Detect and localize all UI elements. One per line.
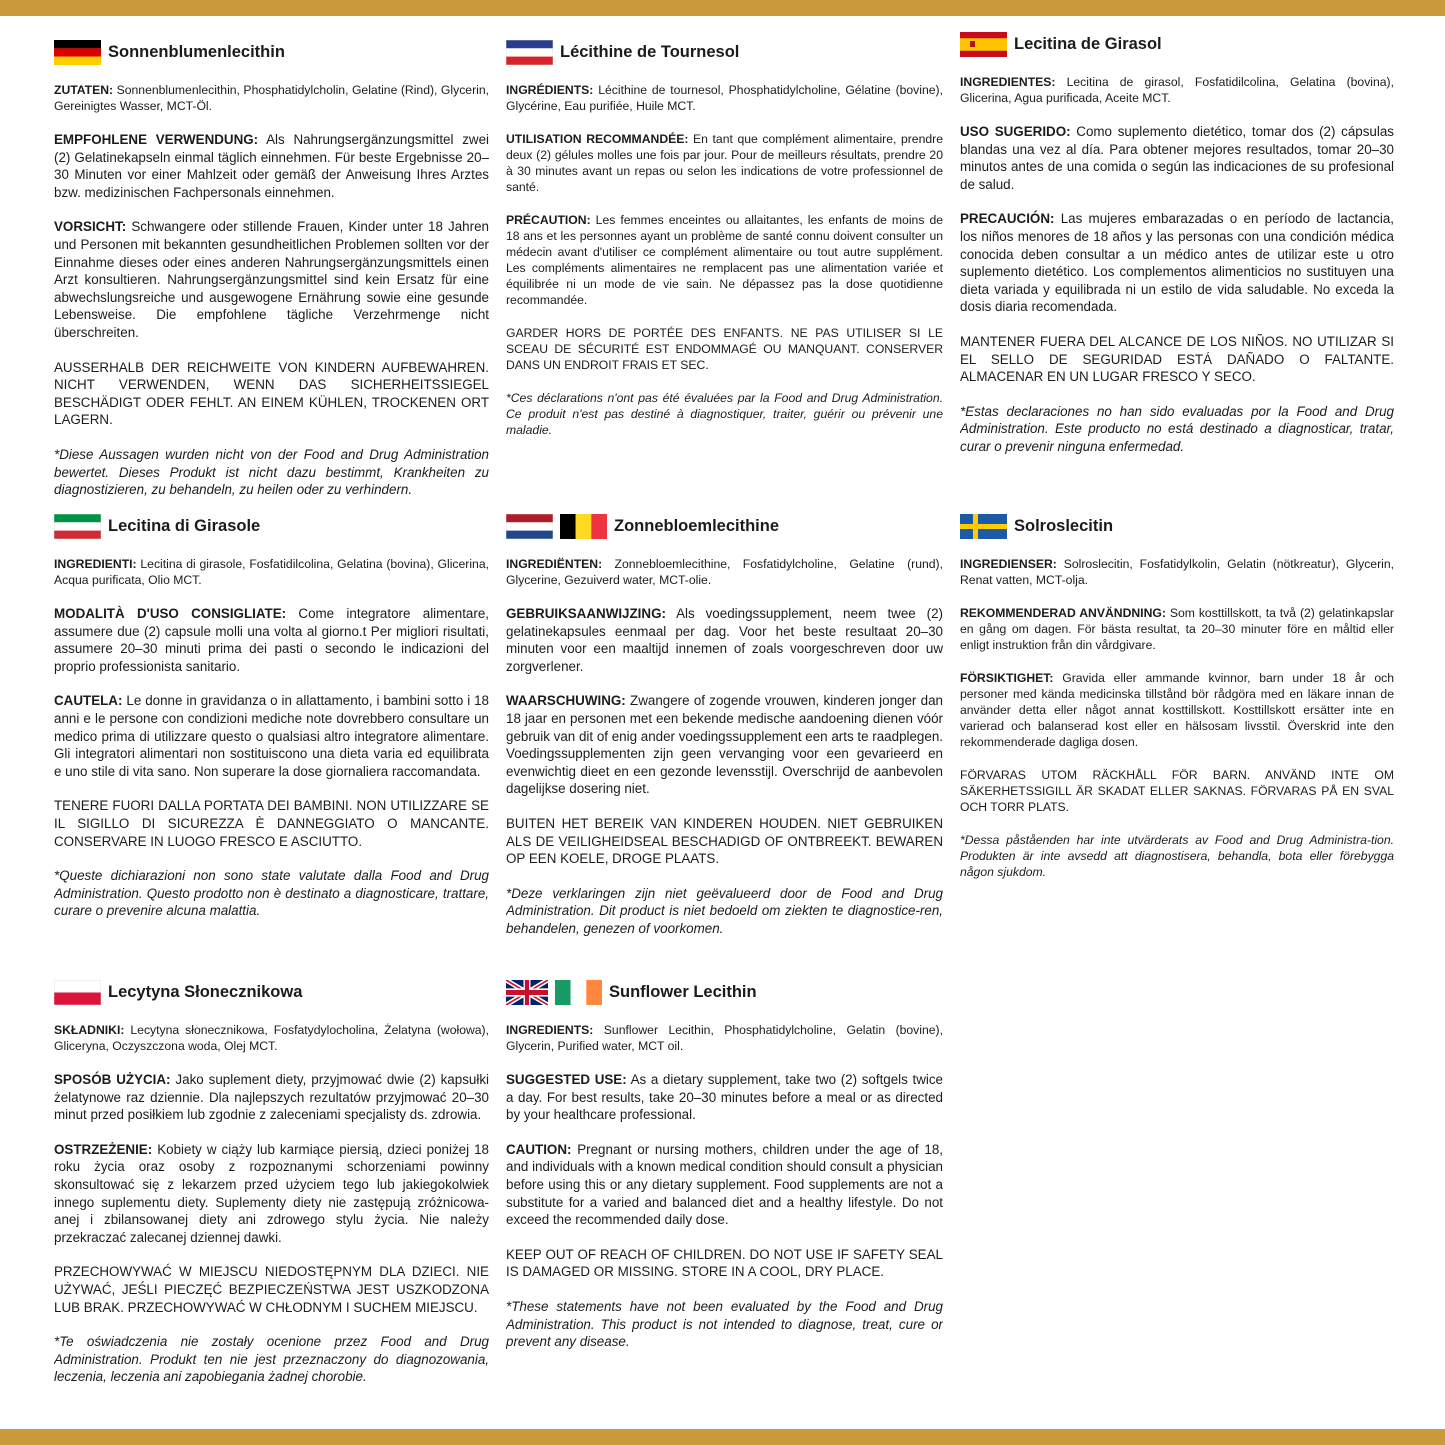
caution-value: Le donne in gravidanza o in allattamento, i bambini sotto i 18 anni e le persone con condizioni mediche note dovrebbero consultare un medico prima di utilizzare questo o qualsiasi altro integratore alimentare. Gli integratori alimentari non sostituiscono una dieta varia ed equilibrata e uno stile di vita sano. Non superare la dose giornaliera raccomandata. — [54, 693, 489, 779]
ingredients-text — [960, 74, 1394, 106]
ingredients-label: INGREDIENTI: — [54, 557, 137, 571]
disclaimer-text: *Queste dichiarazioni non sono state valutate dalla Food and Drug Administration. Questo prodotto non è destinato a diagnosticare, trattare, curare o prevenire alcuna malattia. — [54, 868, 489, 919]
section-swedish — [960, 510, 1394, 976]
ingredients-label: SKŁADNIKI: — [54, 1023, 125, 1037]
use-value: En tant que complément alimentaire, prendre deux (2) gélules molles une fois par jour. Pour de meilleurs résultats, prendre 20 à 30 minutes avant un repas ou selon les indications de votre professionnel de santé. — [506, 132, 943, 194]
ingredients-value: Solroslecitin, Fosfatidylkolin, Gelatin (nötkreatur), Glycerin, Renat vatten, MCT-olja. — [960, 557, 1394, 587]
bottom-gold-bar — [0, 1429, 1445, 1445]
disclaimer-text: *Deze verklaringen zijn niet geëvalueerd door de Food and Drug Administration. Dit product is niet bedoeld om ziekten te diagnostice-ren, behandelen, genezen of voorkomen. — [506, 885, 943, 936]
section-dutch — [506, 510, 943, 976]
section-title: Lécithine de Tournesol — [560, 42, 740, 61]
section-header — [54, 510, 489, 542]
ingredients-value: Lecytyna słonecznikowa, Fosfatydylocholina, Żelatyna (wołowa), Gliceryna, Oczyszczona woda, Olej MCT. — [54, 1023, 489, 1053]
caution-label: OSTRZEŻENIE: — [54, 1141, 153, 1157]
section-title: Lecitina di Girasole — [108, 516, 261, 535]
section-header — [506, 36, 943, 68]
use-label: SUGGESTED USE: — [506, 1072, 627, 1087]
ingredients-value: Lecitina de girasol, Fosfatidilcolina, Gelatina (bovina), Glicerina, Agua purificada, Aceite MCT. — [960, 75, 1394, 105]
section-header — [54, 976, 489, 1008]
ingredients-label: INGREDIENSER: — [960, 557, 1057, 571]
ingredients-text — [506, 1022, 943, 1054]
caution-text — [506, 692, 943, 798]
spain-flag-icon — [960, 32, 1007, 57]
disclaimer-text: *Te oświadczenia nie zostały ocenione przez Food and Drug Administration. Produkt ten nie jest przeznaczony do diagnozowania, leczenia, leczenia ani zapobiegania żadnej chorobie. — [54, 1334, 489, 1385]
section-header — [54, 36, 489, 68]
storage-text: AUSSERHALB DER REICHWEITE VON KINDERN AUFBEWAHREN. NICHT VERWENDEN, WENN DAS SICHERHEITSSIEGEL BESCHÄDIGT ODER FEHLT. AN EINEM KÜHLEN, TROCKENEN ORT LAGERN. — [54, 359, 489, 428]
caution-label: CAUTELA: — [54, 693, 123, 709]
section-title: Solroslecitin — [1014, 516, 1114, 535]
section-title: Zonnebloemlecithine — [614, 516, 780, 535]
use-text — [54, 131, 489, 201]
section-title: Sunflower Lecithin — [609, 982, 757, 1001]
use-text — [960, 605, 1394, 653]
caution-value: Las mujeres embarazadas o en período de lactancia, los niños menores de 18 años y las personas con una condición médica conocida deben consultar a un médico antes de utilizar este u otro suplemento dietético. Los complementos alimenticios no sustituyen una dieta variada y equilibrada ni un estilo de vida saludable. No exceda la dosis diaria recomendada. — [960, 211, 1394, 315]
ingredients-label: INGRÉDIENTS: — [506, 83, 594, 97]
ingredients-value: Lecitina di girasole, Fosfatidilcolina, Gelatina (bovina), Glicerina, Acqua purificata, Olio MCT. — [54, 557, 489, 587]
use-label: SPOSÓB UŻYCIA: — [54, 1072, 171, 1087]
netherlands-flag-icon — [506, 514, 553, 539]
caution-label: CAUTION: — [506, 1141, 572, 1157]
disclaimer-text: *Diese Aussagen wurden nicht von der Food and Drug Administration bewertet. Dieses Produkt ist nicht dazu bestimmt, Krankheiten zu diagnostizieren, zu behandeln, zu heilen oder zu verhindern. — [54, 446, 489, 498]
use-label: REKOMMENDERAD ANVÄNDNING: — [960, 606, 1166, 620]
use-label: UTILISATION RECOMMANDÉE: — [506, 132, 689, 146]
poland-flag-icon — [54, 980, 101, 1005]
section-header — [960, 510, 1394, 542]
use-label: USO SUGERIDO: — [960, 124, 1071, 139]
use-text — [506, 1071, 943, 1124]
section-header — [506, 976, 943, 1008]
section-header — [960, 28, 1394, 60]
storage-text: FÖRVARAS UTOM RÄCKHÅLL FÖR BARN. ANVÄND INTE OM SÄKERHETSSIGILL ÄR SKADAT ELLER SAKNAS. FÖRVARAS PÅ EN SVAL OCH TORR PLATS. — [960, 768, 1394, 814]
caution-value: Gravida eller ammande kvinnor, barn under 18 år och personer med kända medicinska tillstånd bör rådgöra med en läkare innan de använder detta eller något annat kosttillskott. Kosttillskott ersätter inte en varierad och balanserad kost eller en hälsosam livsstil. Överskrid inte den rekommenderade dagliga dosen. — [960, 671, 1394, 749]
ingredients-value: Sunflower Lecithin, Phosphatidylcholine, Gelatin (bovine), Glycerin, Purified water, MCT oil. — [506, 1023, 943, 1053]
section-polish — [54, 976, 489, 1406]
disclaimer-text: *Estas declaraciones no han sido evaluadas por la Food and Drug Administration. Este producto no está destinado a diagnosticar, tratar, curar o prevenir ninguna enfermedad. — [960, 403, 1394, 454]
disclaimer-text: *These statements have not been evaluated by the Food and Drug Administration. This product is not intended to diagnose, treat, cure or prevent any disease. — [506, 1298, 943, 1350]
storage-text: MANTENER FUERA DEL ALCANCE DE LOS NIÑOS. NO UTILIZAR SI EL SELLO DE SEGURIDAD ESTÁ DAÑADO O FALTANTE. ALMACENAR EN UN LUGAR FRESCO Y SECO. — [960, 333, 1394, 385]
section-title: Sonnenblumenlecithin — [108, 42, 285, 61]
caution-text — [54, 218, 489, 341]
ingredients-label: INGREDIËNTEN: — [506, 557, 603, 571]
ingredients-text — [960, 556, 1394, 588]
storage-text: GARDER HORS DE PORTÉE DES ENFANTS. NE PAS UTILISER SI LE SCEAU DE SÉCURITÉ EST ENDOMMAGÉ OU MANQUANT. CONSERVER DANS UN ENDROIT FRAIS ET SEC. — [506, 326, 943, 372]
use-text — [54, 1071, 489, 1124]
caution-text — [960, 210, 1394, 316]
france-flag-icon — [506, 40, 553, 65]
section-title: Lecitina de Girasol — [1014, 34, 1162, 53]
ingredients-value: Zonnebloemlecithine, Fosfatidylcholine, Gelatine (rund), Glycerine, Gezuiverd water, MCT-olie. — [506, 557, 943, 587]
ingredients-text — [54, 556, 489, 588]
section-spanish — [960, 28, 1394, 510]
storage-text: BUITEN HET BEREIK VAN KINDEREN HOUDEN. NIET GEBRUIKEN ALS DE VEILIGHEIDSEAL BESCHADIGD OF ONTBREEKT. BEWAREN OP EEN KOELE, DROGE PLAATS. — [506, 815, 943, 867]
section-german — [54, 36, 489, 510]
caution-label: FÖRSIKTIGHET: — [960, 671, 1054, 685]
germany-flag-icon — [54, 40, 101, 65]
storage-text: TENERE FUORI DALLA PORTATA DEI BAMBINI. NON UTILIZZARE SE IL SIGILLO DI SICUREZZA È DANNEGGIATO O MANCANTE. CONSERVARE IN LUOGO FRESCO E ASCIUTTO. — [54, 798, 489, 849]
italy-flag-icon — [54, 514, 101, 539]
caution-label: WAARSCHUWING: — [506, 693, 626, 709]
ingredients-label: INGREDIENTS: — [506, 1023, 594, 1037]
caution-value: Zwangere of zogende vrouwen, kinderen jonger dan 18 jaar en personen met een bekende medische aandoening dienen vóór gebruik van dit of enig ander voedingssupplement een arts te raadplegen. Voedingssupplementen zijn geen vervanging voor een gevarieerd en evenwichtig dieet en een gezonde levensstijl. Overschrijd de aanbevolen dagelijkse dosering niet. — [506, 693, 943, 797]
use-value: Som kosttillskott, ta två (2) gelatinkapslar en gång om dagen. För bästa resultat, ta 20–30 minuter före en måltid eller enligt instruktion från din vårdgivare. — [960, 606, 1394, 652]
use-label: GEBRUIKSAANWIJZING: — [506, 606, 666, 621]
caution-text — [54, 1141, 489, 1247]
section-french — [506, 36, 943, 510]
section-italian — [54, 510, 489, 976]
use-value: Come integratore alimentare, assumere due (2) capsule molli una volta al giorno.t Per migliori risultati, assumere 20–30 minuti prima dei pasti o secondo le indicazioni del proprio professionista sanitario. — [54, 606, 489, 674]
section-english — [506, 976, 943, 1406]
caution-label: PRÉCAUTION: — [506, 213, 591, 227]
ingredients-label: INGREDIENTES: — [960, 75, 1056, 89]
storage-text: PRZECHOWYWAĆ W MIEJSCU NIEDOSTĘPNYM DLA DZIECI. NIE UŻYWAĆ, JEŚLI PIECZĘĆ BEZPIECZEŃSTWA JEST USZKODZONA LUB BRAK. PRZECHOWYWAĆ W CHŁODNYM I SUCHEM MIEJSCU. — [54, 1264, 489, 1315]
top-gold-bar — [0, 0, 1445, 16]
ingredients-value: Sonnenblumenlecithin, Phosphatidylcholin, Gelatine (Rind), Glycerin, Gereinigtes Wasser, MCT-Öl. — [54, 83, 489, 113]
belgium-flag-icon — [560, 514, 607, 539]
ingredients-text — [54, 1022, 489, 1054]
caution-text — [54, 692, 489, 780]
caution-value: Pregnant or nursing mothers, children under the age of 18, and individuals with a known medical condition should consult a physician before using this or any dietary supplement. Food supplements are not a substitute for a varied and balanced diet and a healthy lifestyle. Do not exceed the recommended daily dose. — [506, 1141, 943, 1228]
ingredients-text — [54, 82, 489, 114]
caution-text — [506, 1141, 943, 1229]
disclaimer-text: *Ces déclarations n'ont pas été évaluées par la Food and Drug Administration. Ce produit n'est pas destiné à diagnostiquer, traiter, guérir ou prévenir une maladie. — [506, 391, 943, 437]
ingredients-label: ZUTATEN: — [54, 83, 114, 97]
caution-value: Kobiety w ciąży lub karmiące piersią, dzieci poniżej 18 roku życia oraz osoby z rozpoznanymi schorzeniami powinny skonsultować się z lekarzem przed użyciem tego lub jakiegokolwiek innego suplementu diety. Suplementy diety nie zastępują zróżnicowa-anej i zbilansowanej diety ani zdrowego stylu życia. Nie należy przekraczać zalecanej dziennej dawki. — [54, 1141, 489, 1245]
caution-label: PRECAUCIÓN: — [960, 211, 1055, 227]
label-grid — [54, 36, 1394, 1406]
ingredients-text — [506, 556, 943, 588]
use-value: Jako suplement diety, przyjmować dwie (2) kapsułki żelatynowe raz dziennie. Dla najlepszych rezultatów przyjmować 20–30 minut przed posiłkiem lub zgodnie z zaleceniami specjalisty ds. zdrowia. — [54, 1072, 489, 1123]
use-value: As a dietary supplement, take two (2) softgels twice a day. For best results, take 20–30 minutes before a meal or as directed by your healthcare professional. — [506, 1072, 943, 1123]
ireland-flag-icon — [555, 980, 602, 1005]
sweden-flag-icon — [960, 514, 1007, 539]
use-text — [54, 605, 489, 675]
use-value: Als Nahrungsergänzungsmittel zwei (2) Gelatinekapseln einmal täglich einnehmen. Für beste Ergebnisse 20–30 Minuten vor einer Mahlzeit oder gemäß der Anweisung Ihres Arztes bzw. medizinischen Fachpersonals einnehmen. — [54, 132, 489, 200]
section-title: Lecytyna Słonecznikowa — [108, 982, 303, 1001]
use-value: Als voedingssupplement, neem twee (2) gelatinekapsules eenmaal per dag. Voor het beste resultaat 20–30 minuten voor een maaltijd innemen of zoals voorgeschreven door uw zorgverlener. — [506, 606, 943, 674]
caution-text — [506, 212, 943, 308]
use-value: Como suplemento dietético, tomar dos (2) cápsulas blandas una vez al día. Para obtener mejores resultados, tomar 20–30 minutos antes de una comida o según las indicaciones de su profesional de salud. — [960, 124, 1394, 192]
caution-value: Schwangere oder stillende Frauen, Kinder unter 18 Jahren und Personen mit bekannten gesundheitlichen Problemen sollten vor der Einnahme dieses oder eines anderen Nahrungsergänzungsmittels einen Arzt konsultieren. Nahrungsergänzungsmittel sind kein Ersatz für eine abwechslungsreiche und ausgewogene Ernährung sowie eine gesunde Lebensweise. Die empfohlene tägliche Verzehrmenge nicht überschreiten. — [54, 219, 489, 340]
disclaimer-text: *Dessa påståenden har inte utvärderats av Food and Drug Administra-tion. Produkten är inte avsedd att diagnostisera, behandla, bota eller förebygga någon sjukdom. — [960, 833, 1394, 879]
use-text — [960, 123, 1394, 193]
ingredients-text — [506, 82, 943, 114]
use-label: EMPFOHLENE VERWENDUNG: — [54, 132, 259, 147]
use-label: MODALITÀ D'USO CONSIGLIATE: — [54, 606, 287, 621]
caution-text — [960, 670, 1394, 750]
storage-text: KEEP OUT OF REACH OF CHILDREN. DO NOT USE IF SAFETY SEAL IS DAMAGED OR MISSING. STORE IN A COOL, DRY PLACE. — [506, 1246, 943, 1280]
uk-flag-icon — [506, 980, 548, 1005]
section-header — [506, 510, 943, 542]
use-text — [506, 131, 943, 195]
ingredients-value: Lécithine de tournesol, Phosphatidylcholine, Gélatine (bovine), Glycérine, Eau purifiée, Huile MCT. — [506, 83, 943, 113]
caution-label: VORSICHT: — [54, 219, 127, 235]
use-text — [506, 605, 943, 675]
caution-value: Les femmes enceintes ou allaitantes, les enfants de moins de 18 ans et les personnes ayant un problème de santé connu doivent consulter un médecin avant d'utiliser ce complément alimentaire ou tout autre supplément. Les compléments alimentaires ne remplacent pas une alimentation variée et équilibrée ni un mode de vie sain. Ne dépassez pas la dose quotidienne recommandée. — [506, 213, 943, 307]
